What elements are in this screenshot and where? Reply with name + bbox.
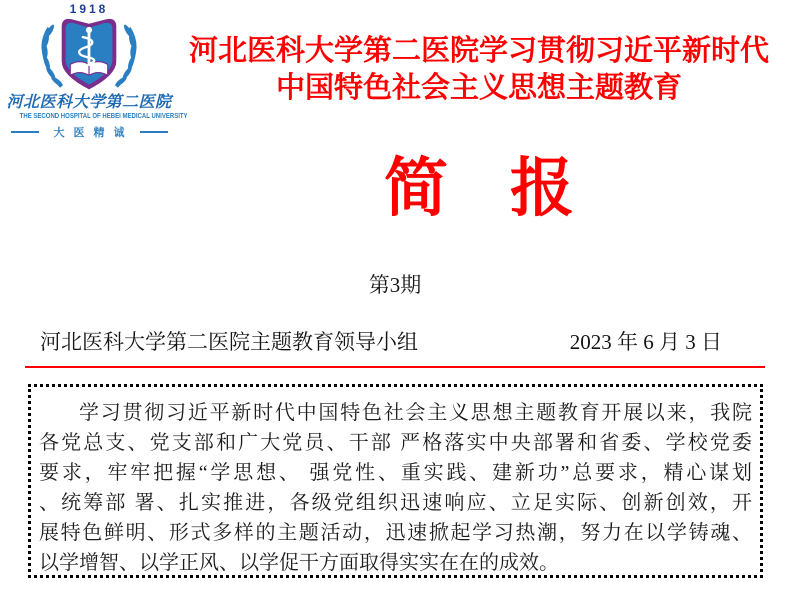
summary-box xyxy=(28,384,763,578)
hospital-emblem-icon xyxy=(14,16,164,94)
summary-line: 学习贯彻习近平新时代中国特色社会主义思想主题教育开展以来，我院 xyxy=(79,402,752,424)
red-divider-rule xyxy=(25,366,765,368)
motto-row xyxy=(6,124,172,140)
hospital-logo xyxy=(6,2,188,139)
hospital-motto: 大医精诚 xyxy=(53,127,134,139)
issue-date: 2023 年 6 月 3 日 xyxy=(569,330,722,354)
issue-number: 第3期 xyxy=(368,273,422,297)
laurel-left-icon xyxy=(41,24,64,88)
document-title-line2: 中国特色社会主义思想主题教育 xyxy=(275,72,682,104)
laurel-right-icon xyxy=(114,24,137,88)
summary-line: 要求，牢牢把握“学思想、 强党性、重实践、建新功”总要求，精心谋划 xyxy=(39,462,752,484)
motto-dash-right xyxy=(140,131,168,133)
summary-line: 以学增智、以学正风、以学促干方面取得实实在在的成效。 xyxy=(39,552,559,574)
summary-line: 各党总支、党支部和广大党员、干部 严格落实中央部署和省委、学校党委 xyxy=(39,432,752,454)
summary-line: 展特色鲜明、形式多样的主题活动，迅速掀起学习热潮，努力在以学铸魂、 xyxy=(39,522,752,544)
document-title-line1: 河北医科大学第二医院学习贯彻习近平新时代 xyxy=(188,35,769,67)
masthead-title: 简 报 xyxy=(384,153,574,224)
motto-dash-left xyxy=(11,131,39,133)
document-title xyxy=(172,33,786,107)
hospital-name-cn: 河北医科大学第二医院 xyxy=(6,94,172,111)
issuing-organization: 河北医科大学第二医院主题教育领导小组 xyxy=(40,330,418,354)
hospital-name-en: THE SECOND HOSPITAL OF HEBEI MEDICAL UNIVERSITY xyxy=(19,113,188,120)
summary-line: 、统筹部 署、扎实推进，各级党组织迅速响应、立足实际、创新创效，开 xyxy=(39,492,752,514)
byline-row xyxy=(40,328,722,356)
founding-year: 1918 xyxy=(69,2,109,16)
